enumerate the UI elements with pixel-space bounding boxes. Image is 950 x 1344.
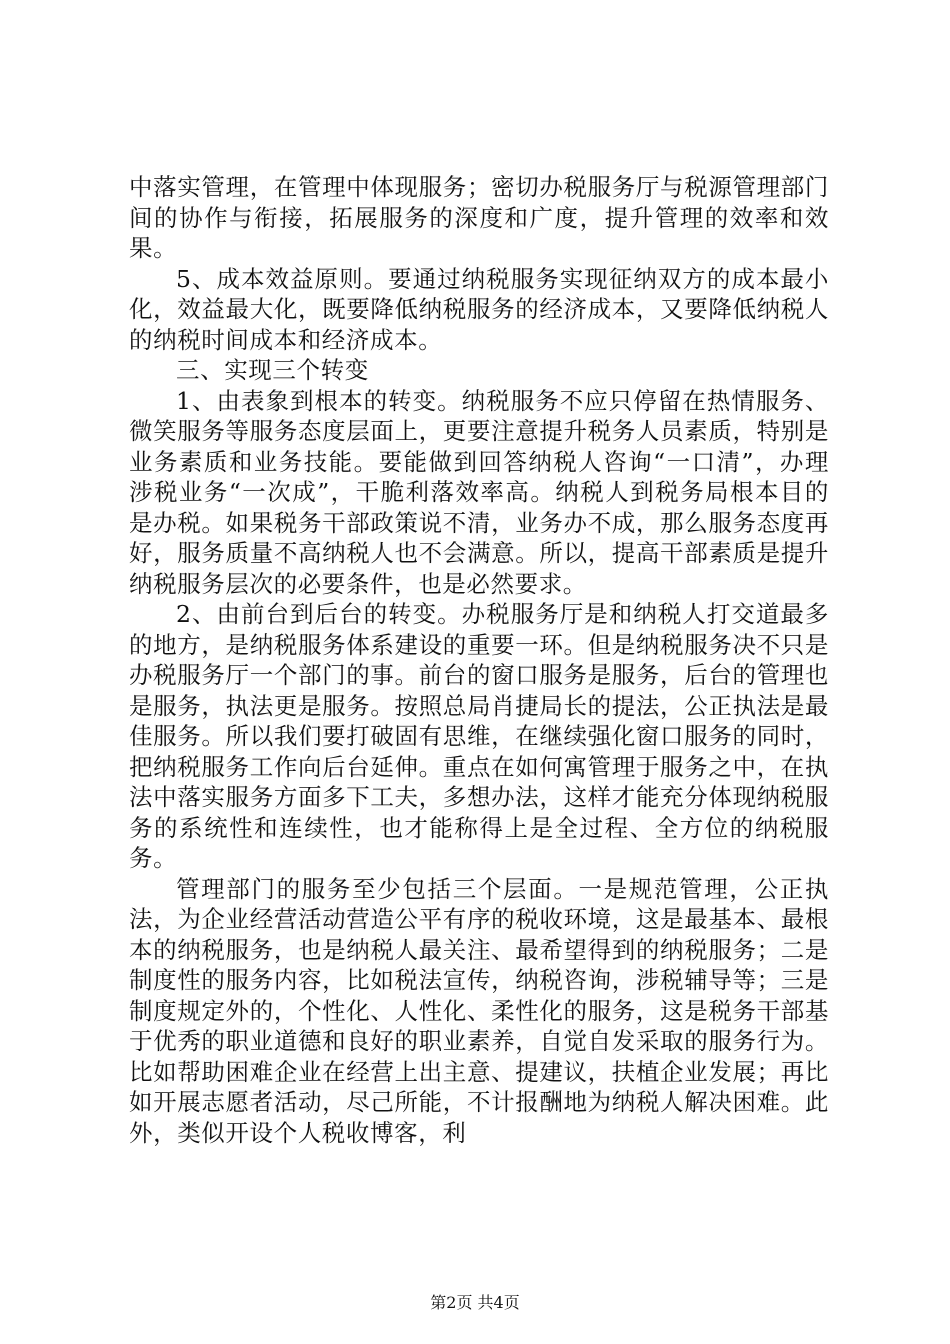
paragraph-transition-1: 1、由表象到根本的转变。纳税服务不应只停留在热情服务、微笑服务等服务态度层面上，更要注意提升税务人员素质，特别是业务素质和业务技能。要能做到回答纳税人咨询“一口清”，办理涉税业务“一次成”，干脆利落效率高。纳税人到税务局根本目的是办税。如果税务干部政策说不清，业务办不成，那么服务态度再好，服务质量不高纳税人也不会满意。所以，提高干部素质是提升纳税服务层次的必要条件，也是必然要求。 [129, 386, 829, 598]
paragraph-continuation: 中落实管理，在管理中体现服务；密切办税服务厅与税源管理部门间的协作与衔接，拓展服务的深度和广度，提升管理的效率和效果。 [129, 173, 829, 262]
document-body [129, 172, 829, 1148]
paragraph-management-services: 管理部门的服务至少包括三个层面。一是规范管理，公正执法，为企业经营活动营造公平有序的税收环境，这是最基本、最根本的纳税服务，也是纳税人最关注、最希望得到的纳税服务；二是制度性的服务内容，比如税法宣传，纳税咨询，涉税辅导等；三是制度规定外的，个性化、人性化、柔性化的服务，这是税务干部基于优秀的职业道德和良好的职业素养，自觉自发采取的服务行为。比如帮助困难企业在经营上出主意、提建议，扶植企业发展；再比如开展志愿者活动，尽己所能，不计报酬地为纳税人解决困难。此外，类似开设个人税收博客，利 [129, 874, 829, 1147]
page-footer: 第2页 共4页 [430, 1293, 520, 1312]
paragraph-principle-5: 5、成本效益原则。要通过纳税服务实现征纳双方的成本最小化，效益最大化，既要降低纳税服务的经济成本，又要降低纳税人的纳税时间成本和经济成本。 [129, 264, 829, 354]
paragraph-transition-2: 2、由前台到后台的转变。办税服务厅是和纳税人打交道最多的地方，是纳税服务体系建设的重要一环。但是纳税服务决不只是办税服务厅一个部门的事。前台的窗口服务是服务，后台的管理也是服务，执法更是服务。按照总局肖捷局长的提法，公正执法是最佳服务。所以我们要打破固有思维，在继续强化窗口服务的同时，把纳税服务工作向后台延伸。重点在如何寓管理于服务之中，在执法中落实服务方面多下工夫，多想办法，这样才能充分体现纳税服务的系统性和连续性，也才能称得上是全过程、全方位的纳税服务。 [129, 600, 829, 872]
section-heading: 三、实现三个转变 [176, 356, 369, 384]
